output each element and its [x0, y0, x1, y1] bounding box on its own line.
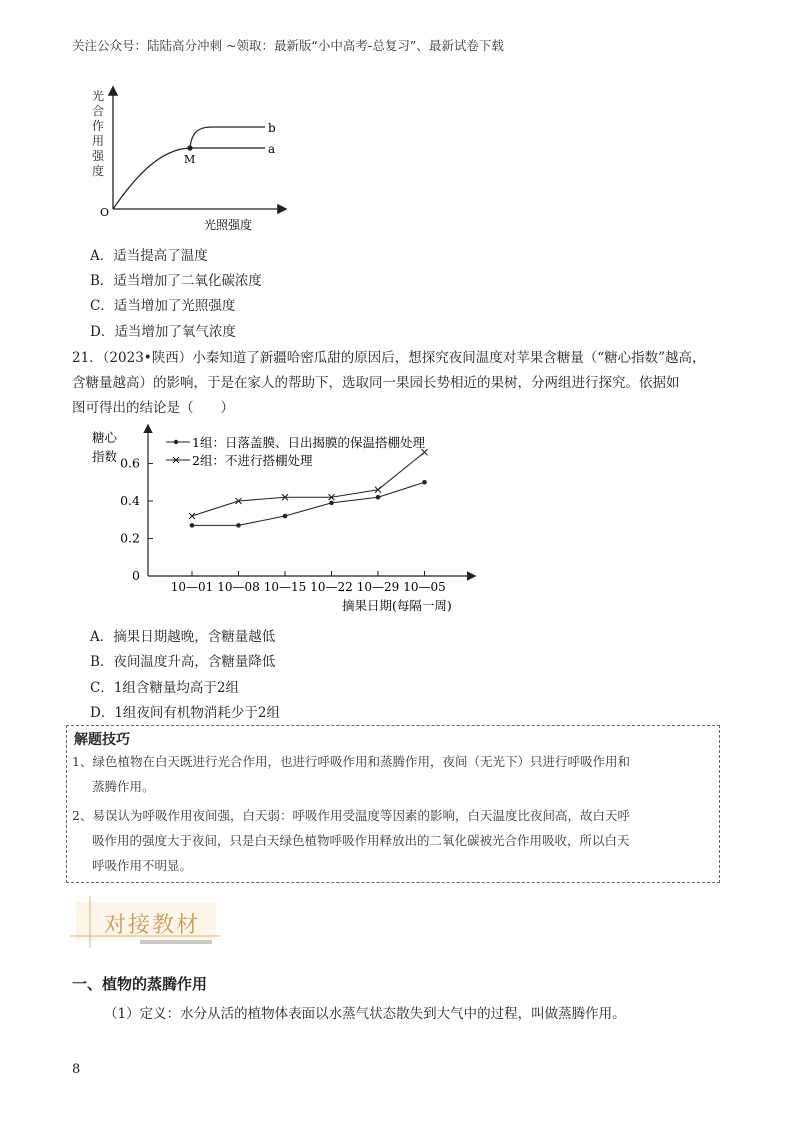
y-tick-label: 0.6 [120, 455, 140, 471]
legend-series-2: 2组：不进行搭棚处理 [192, 453, 313, 468]
chart-legend [166, 435, 425, 468]
series-1-point [236, 523, 241, 528]
q21-stem-line-2: 含糖量越高）的影响，于是在家人的帮助下，选取同一果园长势相近的果树，分两组进行探究。依据如 [72, 375, 680, 391]
curve-b-label: b [268, 121, 276, 135]
y-label-char: 作 [92, 119, 105, 133]
q21-option-b: B．夜间温度升高，含糖量降低 [90, 654, 276, 670]
definition-text: （1）定义：水分从活的植物体表面以水蒸气状态散失到大气中的过程，叫做蒸腾作用。 [104, 1006, 626, 1022]
series-2-point [422, 449, 428, 455]
series-2-point [189, 513, 195, 519]
tips-title: 解题技巧 [74, 732, 130, 748]
x-tick-label: 10—01 [170, 580, 214, 594]
q21-option-d: D．1组夜间有机物消耗少于2组 [90, 705, 281, 721]
x-tick-label: 10—05 [403, 580, 446, 594]
sugar-index-chart [80, 420, 490, 620]
y-label-char: 强 [92, 149, 105, 163]
legend-marker-dot [174, 440, 178, 444]
section-heading: 一、植物的蒸腾作用 [72, 975, 208, 993]
q21-option-c: C．1组含糖量均高于2组 [90, 680, 240, 696]
y-label-char: 合 [92, 104, 105, 118]
y-tick-label: 0.2 [120, 530, 140, 546]
page-header: 关注公众号：陆陆高分冲刺 ~领取：最新版“小中高考-总复习”、最新试卷下载 [72, 38, 504, 53]
series-1-point [190, 523, 195, 528]
y-label-char: 光 [92, 89, 105, 103]
fig1-x-label: 光照强度 [204, 218, 253, 232]
series-1-point [283, 514, 288, 519]
tip-line-2: 蒸腾作用。 [92, 779, 155, 794]
legend-series-1: 1组：日落盖膜、日出揭膜的保温搭棚处理 [192, 435, 425, 450]
series-1-point [329, 501, 334, 506]
fig1-y-label [92, 88, 105, 178]
tip-line-5: 呼吸作用不明显。 [92, 858, 193, 873]
point-m-label: M [184, 153, 196, 166]
series-1-point [376, 495, 381, 500]
q21-stem-line-3: 图可得出的结论是（ ） [72, 400, 234, 416]
x-tick-label: 10—08 [217, 580, 260, 594]
y-label-char: 用 [92, 134, 105, 148]
x-tick-label: 10—22 [310, 580, 353, 594]
series-1-line [192, 482, 425, 525]
chart-xlabel: 摘果日期(每隔一周) [342, 598, 452, 613]
x-tick-label: 10—29 [356, 580, 400, 594]
page-number: 8 [72, 1062, 81, 1077]
curve-b [190, 127, 265, 148]
x-tick-label: 10—15 [263, 580, 307, 594]
y-tick-label: 0.4 [120, 493, 140, 508]
origin-label: O [100, 206, 110, 219]
chart-ylabel-line-1: 糖心 [92, 430, 118, 445]
y-label-char: 度 [92, 164, 105, 178]
q21-option-a: A．摘果日期越晚，含糖量越低 [90, 629, 276, 645]
tip-line-1: 1、绿色植物在白天既进行光合作用，也进行呼吸作用和蒸腾作用，夜间（无光下）只进行呼吸作用和 [72, 754, 630, 769]
point-m-marker [187, 145, 192, 150]
series-1-point [422, 480, 427, 485]
q20-option-b: B．适当增加了二氧化碳浓度 [90, 273, 262, 289]
chart-ylabel-line-2: 指数 [92, 449, 118, 464]
q21-stem-line-1: 21．（2023•陕西）小秦知道了新疆哈密瓜甜的原因后，想探究夜间温度对苹果含糖量（“糖心指数”越高， [72, 350, 706, 366]
y-tick-label: 0 [132, 568, 140, 583]
tip-line-4: 吸作用的强度大于夜间，只是白天绿色植物呼吸作用释放出的二氧化碳被光合作用吸收，所以白天 [92, 833, 630, 848]
section-banner-title: 对接教材 [104, 913, 201, 938]
tip-line-3: 2、易误认为呼吸作用夜间强，白天弱：呼吸作用受温度等因素的影响，白天温度比夜间高，故白天呼 [72, 808, 630, 823]
q20-option-c: C．适当增加了光照强度 [90, 298, 236, 314]
q20-option-a: A．适当提高了温度 [90, 248, 208, 264]
q20-option-d: D．适当增加了氧气浓度 [90, 324, 236, 340]
curve-a-label: a [268, 142, 276, 156]
photosynthesis-figure [80, 82, 290, 237]
